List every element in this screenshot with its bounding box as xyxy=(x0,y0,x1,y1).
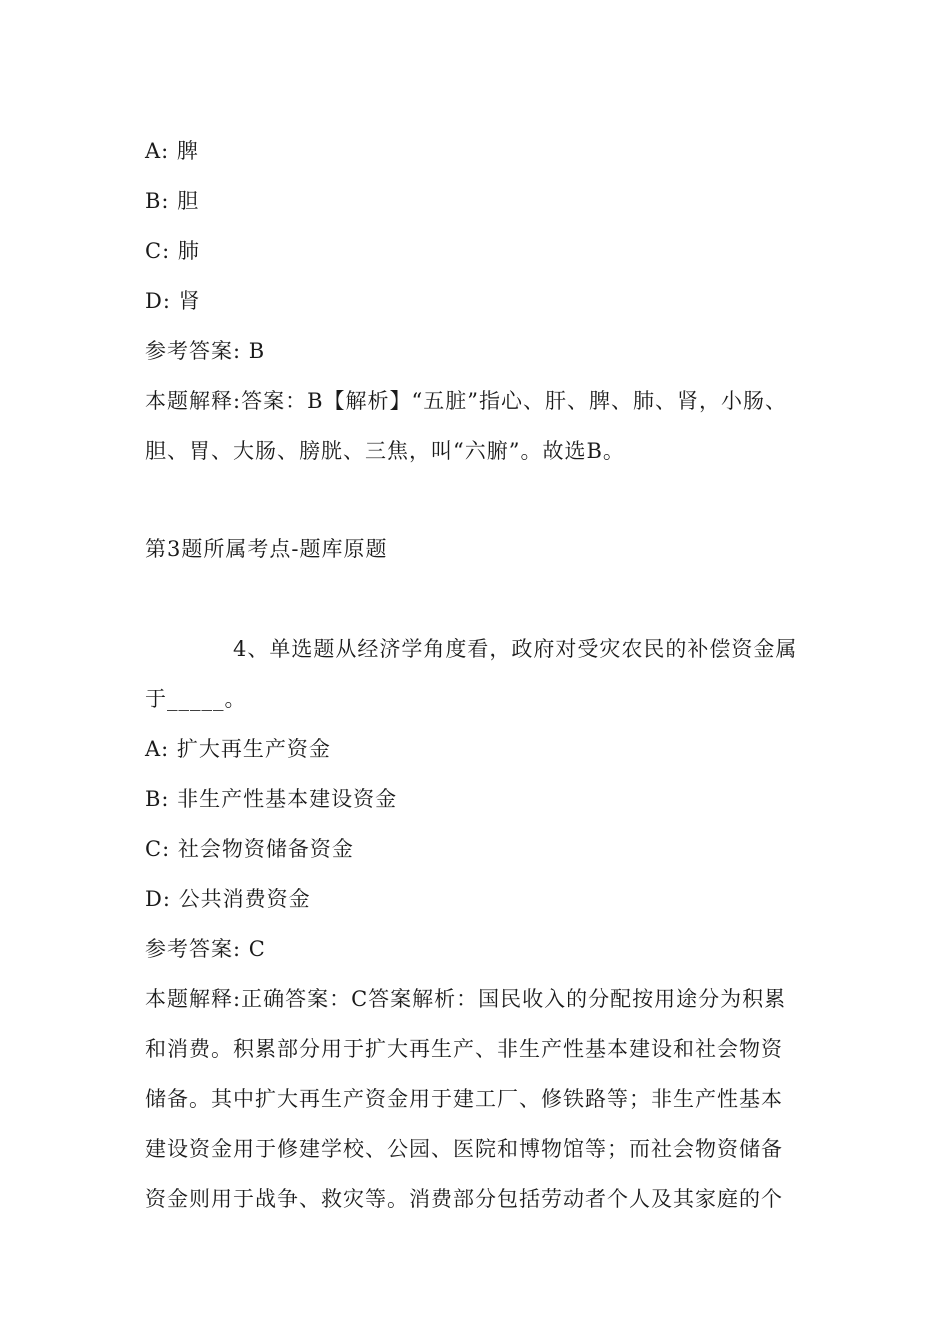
q4-option-a: A: 扩大再生产资金 xyxy=(145,737,331,761)
q3-option-d: D: 肾 xyxy=(145,289,201,313)
q4-explanation-line: 本题解释:正确答案：C答案解析：国民收入的分配按用途分为积累 xyxy=(145,987,787,1011)
q4-option-c: C: 社会物资储备资金 xyxy=(145,837,354,861)
q4-explanation-line: 和消费。积累部分用于扩大再生产、非生产性基本建设和社会物资 xyxy=(145,1037,783,1061)
q4-explanation-line: 资金则用于战争、救灾等。消费部分包括劳动者个人及其家庭的个 xyxy=(145,1187,783,1211)
q3-topic: 第3题所属考点-题库原题 xyxy=(145,537,388,561)
q4-explanation-line: 储备。其中扩大再生产资金用于建工厂、修铁路等；非生产性基本 xyxy=(145,1087,783,1111)
q4-explanation-line: 建设资金用于修建学校、公园、医院和博物馆等；而社会物资储备 xyxy=(145,1137,783,1161)
q3-answer: 参考答案: B xyxy=(145,339,266,363)
q3-option-b: B: 胆 xyxy=(145,189,200,213)
q4-option-b: B: 非生产性基本建设资金 xyxy=(145,787,398,811)
q4-question-line: 于_____。 xyxy=(145,687,247,711)
q4-answer: 参考答案: C xyxy=(145,937,266,961)
q3-option-c: C: 肺 xyxy=(145,239,200,263)
q3-explanation-line: 本题解释:答案：B【解析】“五脏”指心、肝、脾、肺、肾，小肠、 xyxy=(145,389,787,413)
q3-option-a: A: 脾 xyxy=(145,139,199,163)
q3-explanation-line: 胆、胃、大肠、膀胱、三焦，叫“六腑”。故选B。 xyxy=(145,439,625,463)
q4-option-d: D: 公共消费资金 xyxy=(145,887,311,911)
q4-question-line: 4、单选题从经济学角度看，政府对受灾农民的补偿资金属 xyxy=(233,637,798,661)
